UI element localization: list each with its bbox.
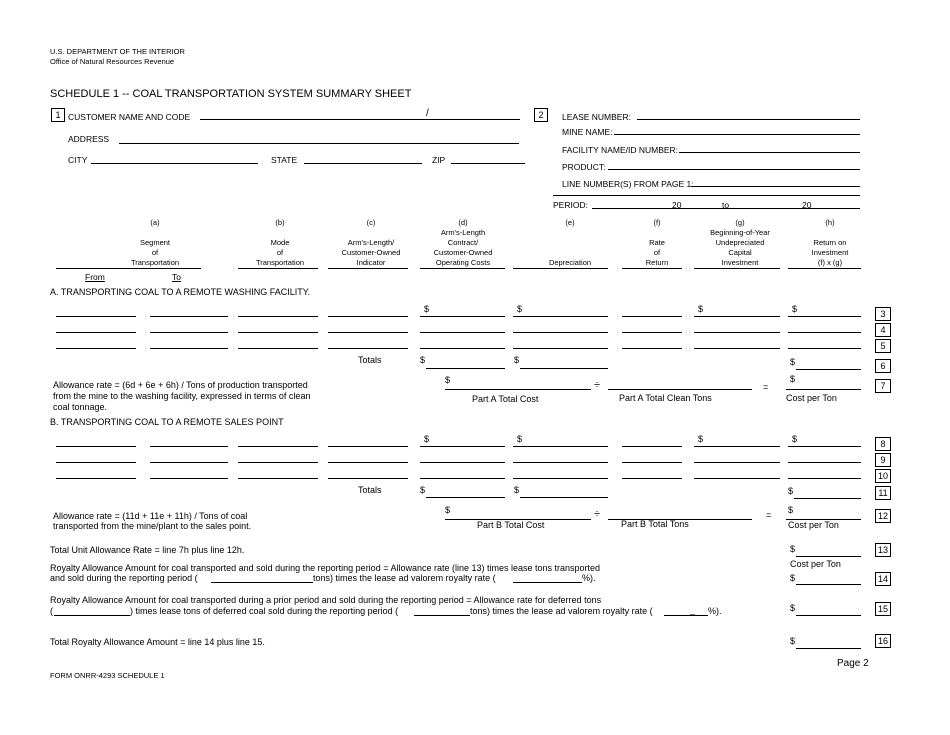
state-label: STATE bbox=[271, 155, 298, 165]
lease-number-field[interactable] bbox=[637, 119, 860, 120]
section-a-row-1-col-0-field[interactable] bbox=[56, 316, 136, 317]
section-b-row-1-col-6-field[interactable] bbox=[622, 446, 682, 447]
section-a-total-d-field[interactable] bbox=[426, 368, 505, 369]
col-b-header: Mode of Transportation bbox=[255, 238, 305, 267]
col-c-header: Arm's-Length/ Customer-Owned Indicator bbox=[341, 238, 401, 267]
col-d-letter: (d) bbox=[458, 218, 468, 227]
section-b-row-1-col-7-field[interactable] bbox=[694, 446, 780, 447]
address-field[interactable] bbox=[119, 143, 519, 144]
section-b-row-2-col-0-field[interactable] bbox=[56, 462, 136, 463]
section-a-row-1-dollar: $ bbox=[517, 304, 523, 314]
section-a-row-1-col-4-field[interactable] bbox=[420, 316, 505, 317]
facility-field[interactable] bbox=[679, 152, 860, 153]
period-year1: 20 bbox=[672, 200, 682, 210]
line-14-tons-field[interactable] bbox=[211, 582, 313, 583]
section-a-totals-label: Totals bbox=[358, 355, 382, 365]
section-b-row-2-col-5-field[interactable] bbox=[513, 462, 608, 463]
section-a-row-3-col-4-field[interactable] bbox=[420, 348, 505, 349]
section-b-row-2-col-6-field[interactable] bbox=[622, 462, 682, 463]
period-year2: 20 bbox=[802, 200, 812, 210]
line-13-box: 13 bbox=[875, 543, 891, 557]
section-a-row-1-col-7-field[interactable] bbox=[694, 316, 780, 317]
line-12-box: 12 bbox=[875, 509, 891, 523]
line-15-text-b4: %). bbox=[708, 606, 722, 616]
line-15-tons-field[interactable] bbox=[414, 615, 470, 616]
line-14-field[interactable] bbox=[796, 584, 861, 585]
line-15-dollar: $ bbox=[790, 603, 796, 613]
section-a-row-3-col-2-field[interactable] bbox=[238, 348, 318, 349]
product-label: PRODUCT: bbox=[562, 162, 606, 172]
col-c-letter: (c) bbox=[366, 218, 376, 227]
line-15-blank: _ bbox=[690, 605, 696, 615]
part-b-rate-dollar: $ bbox=[788, 505, 794, 515]
line-13-dollar: $ bbox=[790, 544, 796, 554]
section-b-row-3-col-1-field[interactable] bbox=[150, 478, 228, 479]
part-b-total-tons-label: Part B Total Tons bbox=[621, 519, 689, 529]
section-b-line-box: 9 bbox=[875, 453, 891, 467]
section-b-row-1-col-4-field[interactable] bbox=[420, 446, 505, 447]
section-a-row-2-col-6-field[interactable] bbox=[622, 332, 682, 333]
section-a-row-1-col-3-field[interactable] bbox=[328, 316, 408, 317]
col-f-header: Rate of Return bbox=[645, 238, 669, 267]
section-b-row-2-col-2-field[interactable] bbox=[238, 462, 318, 463]
section-a-row-2-col-3-field[interactable] bbox=[328, 332, 408, 333]
section-a-row-3-col-3-field[interactable] bbox=[328, 348, 408, 349]
part-b-cost-dollar: $ bbox=[445, 505, 451, 515]
col-a-rule bbox=[56, 268, 136, 269]
line-16-text: Total Royalty Allowance Amount = line 14 plus line 15. bbox=[50, 637, 265, 647]
box-1: 1 bbox=[51, 108, 65, 122]
section-a-total-h-dollar: $ bbox=[790, 357, 796, 367]
col-d-header: Arm's-Length Contract/ Customer-Owned Operating Costs bbox=[433, 228, 493, 267]
section-b-total-d-dollar: $ bbox=[420, 485, 426, 495]
line-numbers-label: LINE NUMBER(S) FROM PAGE 1: bbox=[562, 179, 694, 189]
line-14-text-b2: tons) times the lease ad valorem royalty rate ( bbox=[313, 573, 496, 583]
part-b-divide: ÷ bbox=[594, 508, 601, 520]
line-14-box: 14 bbox=[875, 572, 891, 586]
state-field[interactable] bbox=[304, 163, 422, 164]
section-a-row-2-col-2-field[interactable] bbox=[238, 332, 318, 333]
section-a-row-3-col-8-field[interactable] bbox=[788, 348, 861, 349]
section-a-row-2-col-4-field[interactable] bbox=[420, 332, 505, 333]
agency-name: U.S. DEPARTMENT OF THE INTERIOR bbox=[50, 47, 185, 56]
section-a-row-2-col-7-field[interactable] bbox=[694, 332, 780, 333]
line-16-box: 16 bbox=[875, 634, 891, 648]
section-a-total-h-field[interactable] bbox=[796, 369, 861, 370]
customer-name-label: CUSTOMER NAME AND CODE bbox=[68, 112, 191, 122]
section-b-total-h-field[interactable] bbox=[794, 498, 861, 499]
section-b-row-3-col-5-field[interactable] bbox=[513, 478, 608, 479]
page-title: SCHEDULE 1 -- COAL TRANSPORTATION SYSTEM SUMMARY SHEET bbox=[50, 88, 412, 100]
part-b-total-cost-label: Part B Total Cost bbox=[477, 520, 545, 530]
col-a-letter: (a) bbox=[150, 218, 160, 227]
section-a-line-box: 5 bbox=[875, 339, 891, 353]
line-6-box: 6 bbox=[875, 359, 891, 373]
line-7-box: 7 bbox=[875, 379, 891, 393]
period-label: PERIOD: bbox=[553, 200, 588, 210]
section-b-row-2-col-7-field[interactable] bbox=[694, 462, 780, 463]
col-b-letter: (b) bbox=[275, 218, 285, 227]
section-b-row-1-col-3-field[interactable] bbox=[328, 446, 408, 447]
zip-field[interactable] bbox=[451, 163, 525, 164]
section-a-row-1-dollar: $ bbox=[698, 304, 704, 314]
section-b-row-1-col-0-field[interactable] bbox=[56, 446, 136, 447]
line-14-rate-field[interactable] bbox=[513, 582, 582, 583]
line-14-text-b3: %). bbox=[582, 573, 596, 583]
section-a-row-3-col-0-field[interactable] bbox=[56, 348, 136, 349]
col-a-rule-2 bbox=[136, 268, 201, 269]
section-a-row-1-col-8-field[interactable] bbox=[788, 316, 861, 317]
product-field[interactable] bbox=[608, 169, 860, 170]
period-to: to bbox=[722, 200, 730, 210]
section-a-row-1-col-5-field[interactable] bbox=[513, 316, 608, 317]
from-label: From bbox=[85, 272, 105, 282]
line-14-text-a: Royalty Allowance Amount for coal transported and sold during the reporting period = Allowance rate (line 13) times lease tons transported bbox=[50, 563, 601, 573]
facility-label: FACILITY NAME/ID NUMBER: bbox=[562, 145, 679, 155]
part-a-rate-dollar: $ bbox=[790, 374, 796, 384]
col-e-header: Depreciation bbox=[548, 258, 592, 267]
col-h-rule bbox=[788, 268, 861, 269]
part-a-cost-per-ton-label: Cost per Ton bbox=[786, 393, 837, 403]
section-b-line-box: 8 bbox=[875, 437, 891, 451]
col-d-rule bbox=[420, 268, 505, 269]
part-a-cost-dollar: $ bbox=[445, 375, 451, 385]
section-a-row-1-col-1-field[interactable] bbox=[150, 316, 228, 317]
section-b-total-e-dollar: $ bbox=[514, 485, 520, 495]
section-a-allow-1: Allowance rate = (6d + 6e + 6h) / Tons of production transported bbox=[53, 380, 308, 390]
section-b-row-1-col-2-field[interactable] bbox=[238, 446, 318, 447]
section-b-row-3-col-2-field[interactable] bbox=[238, 478, 318, 479]
line-16-dollar: $ bbox=[790, 636, 796, 646]
col-g-rule bbox=[694, 268, 780, 269]
part-a-total-cost-label: Part A Total Cost bbox=[472, 394, 539, 404]
section-b-row-2-col-1-field[interactable] bbox=[150, 462, 228, 463]
col-f-letter: (f) bbox=[653, 218, 661, 227]
section-b-row-1-dollar: $ bbox=[698, 434, 704, 444]
section-b-row-1-dollar: $ bbox=[424, 434, 430, 444]
section-a-allow-2: from the mine to the washing facility, expressed in terms of clean bbox=[53, 391, 311, 401]
section-b-allow-1: Allowance rate = (11d + 11e + 11h) / Tons of coal bbox=[53, 511, 248, 521]
col-h-header: Return on Investment (f) x (g) bbox=[811, 238, 849, 267]
section-a-row-2-col-5-field[interactable] bbox=[513, 332, 608, 333]
mine-name-label: MINE NAME: bbox=[562, 127, 613, 137]
part-b-equals: = bbox=[766, 510, 772, 520]
section-a-total-d-dollar: $ bbox=[420, 355, 426, 365]
section-b-row-1-col-5-field[interactable] bbox=[513, 446, 608, 447]
col-a-header: Segment of Transportation bbox=[130, 238, 180, 267]
col-g-header: Beginning-of-Year Undepreciated Capital Investment bbox=[710, 228, 770, 267]
section-b-total-e-field[interactable] bbox=[520, 497, 608, 498]
line-15-text-b1: ( bbox=[50, 606, 53, 616]
section-a-title: A. TRANSPORTING COAL TO A REMOTE WASHING FACILITY. bbox=[50, 287, 311, 297]
line-11-box: 11 bbox=[875, 486, 891, 500]
col-b-rule bbox=[238, 268, 318, 269]
line-14-text-b1: and sold during the reporting period ( bbox=[50, 573, 198, 583]
section-b-row-3-col-0-field[interactable] bbox=[56, 478, 136, 479]
section-b-allow-2: transported from the mine/plant to the sales point. bbox=[53, 521, 252, 531]
section-a-row-2-col-1-field[interactable] bbox=[150, 332, 228, 333]
part-b-cost-per-ton-label: Cost per Ton bbox=[788, 520, 839, 530]
section-b-line-box: 10 bbox=[875, 469, 891, 483]
line-13-field[interactable] bbox=[796, 556, 861, 557]
section-a-row-3-col-5-field[interactable] bbox=[513, 348, 608, 349]
section-b-row-3-col-6-field[interactable] bbox=[622, 478, 682, 479]
office-name: Office of Natural Resources Revenue bbox=[50, 57, 175, 66]
city-label: CITY bbox=[68, 155, 88, 165]
city-field[interactable] bbox=[91, 163, 258, 164]
part-a-total-tons-field[interactable] bbox=[608, 389, 752, 390]
to-label: To bbox=[172, 272, 181, 282]
section-b-row-1-dollar: $ bbox=[517, 434, 523, 444]
section-a-row-1-col-6-field[interactable] bbox=[622, 316, 682, 317]
lease-divider bbox=[553, 195, 860, 196]
section-b-row-1-dollar: $ bbox=[792, 434, 798, 444]
section-a-row-1-dollar: $ bbox=[792, 304, 798, 314]
section-a-row-3-col-6-field[interactable] bbox=[622, 348, 682, 349]
col-f-rule bbox=[622, 268, 682, 269]
section-a-row-1-col-2-field[interactable] bbox=[238, 316, 318, 317]
mine-name-field[interactable] bbox=[614, 134, 860, 135]
page-number: Page 2 bbox=[837, 658, 869, 669]
line-15-text-b3: tons) times the lease ad valorem royalty rate ( bbox=[470, 606, 653, 616]
part-a-equals: = bbox=[763, 382, 769, 392]
address-label: ADDRESS bbox=[68, 134, 110, 144]
section-b-row-3-col-7-field[interactable] bbox=[694, 478, 780, 479]
section-a-row-3-col-7-field[interactable] bbox=[694, 348, 780, 349]
col-g-letter: (g) bbox=[735, 218, 745, 227]
col-e-rule bbox=[513, 268, 608, 269]
part-a-total-tons-label: Part A Total Clean Tons bbox=[619, 393, 712, 403]
zip-label: ZIP bbox=[432, 155, 446, 165]
col-h-letter: (h) bbox=[825, 218, 835, 227]
part-a-rate-field[interactable] bbox=[786, 389, 861, 390]
section-b-row-2-col-3-field[interactable] bbox=[328, 462, 408, 463]
line-15-text-b2: ) times lease tons of deferred coal sold during the reporting period ( bbox=[130, 606, 399, 616]
part-a-total-cost-field[interactable] bbox=[445, 389, 591, 390]
line-13-cost-per-ton: Cost per Ton bbox=[790, 559, 841, 569]
form-number: FORM ONRR-4293 SCHEDULE 1 bbox=[50, 671, 165, 680]
section-a-allow-3: coal tonnage. bbox=[53, 402, 108, 412]
section-a-total-e-field[interactable] bbox=[520, 368, 608, 369]
line-15-box: 15 bbox=[875, 602, 891, 616]
col-c-rule bbox=[328, 268, 408, 269]
section-a-row-2-col-8-field[interactable] bbox=[788, 332, 861, 333]
customer-code-slash: / bbox=[426, 108, 429, 119]
section-a-row-3-col-1-field[interactable] bbox=[150, 348, 228, 349]
line-13-text: Total Unit Allowance Rate = line 7h plus line 12h. bbox=[50, 545, 245, 555]
section-a-line-box: 4 bbox=[875, 323, 891, 337]
line-15-text-a: Royalty Allowance Amount for coal transported during a prior period and sold during the reporting period = Allowance rate for deferred tons bbox=[50, 595, 602, 605]
lease-number-label: LEASE NUMBER: bbox=[562, 112, 631, 122]
line-15-rate-field[interactable] bbox=[664, 615, 708, 616]
section-b-row-3-col-4-field[interactable] bbox=[420, 478, 505, 479]
line-15-deferred-rate-field[interactable] bbox=[54, 615, 130, 616]
box-2: 2 bbox=[534, 108, 548, 122]
section-a-line-box: 3 bbox=[875, 307, 891, 321]
section-b-row-2-col-4-field[interactable] bbox=[420, 462, 505, 463]
col-e-letter: (e) bbox=[565, 218, 575, 227]
customer-name-field[interactable] bbox=[200, 119, 520, 120]
section-b-total-d-field[interactable] bbox=[426, 497, 505, 498]
part-a-divide: ÷ bbox=[594, 379, 601, 391]
line-14-dollar: $ bbox=[790, 573, 796, 583]
section-b-totals-label: Totals bbox=[358, 485, 382, 495]
section-a-row-2-col-0-field[interactable] bbox=[56, 332, 136, 333]
section-b-row-3-col-3-field[interactable] bbox=[328, 478, 408, 479]
line-numbers-field[interactable] bbox=[691, 186, 860, 187]
line-16-field[interactable] bbox=[796, 648, 861, 649]
section-a-row-1-dollar: $ bbox=[424, 304, 430, 314]
line-15-field[interactable] bbox=[796, 615, 861, 616]
section-b-row-3-col-8-field[interactable] bbox=[788, 478, 861, 479]
section-a-total-e-dollar: $ bbox=[514, 355, 520, 365]
section-b-total-h-dollar: $ bbox=[788, 486, 794, 496]
section-b-title: B. TRANSPORTING COAL TO A REMOTE SALES POINT bbox=[50, 417, 284, 427]
section-b-row-2-col-8-field[interactable] bbox=[788, 462, 861, 463]
section-b-row-1-col-1-field[interactable] bbox=[150, 446, 228, 447]
section-b-row-1-col-8-field[interactable] bbox=[788, 446, 861, 447]
